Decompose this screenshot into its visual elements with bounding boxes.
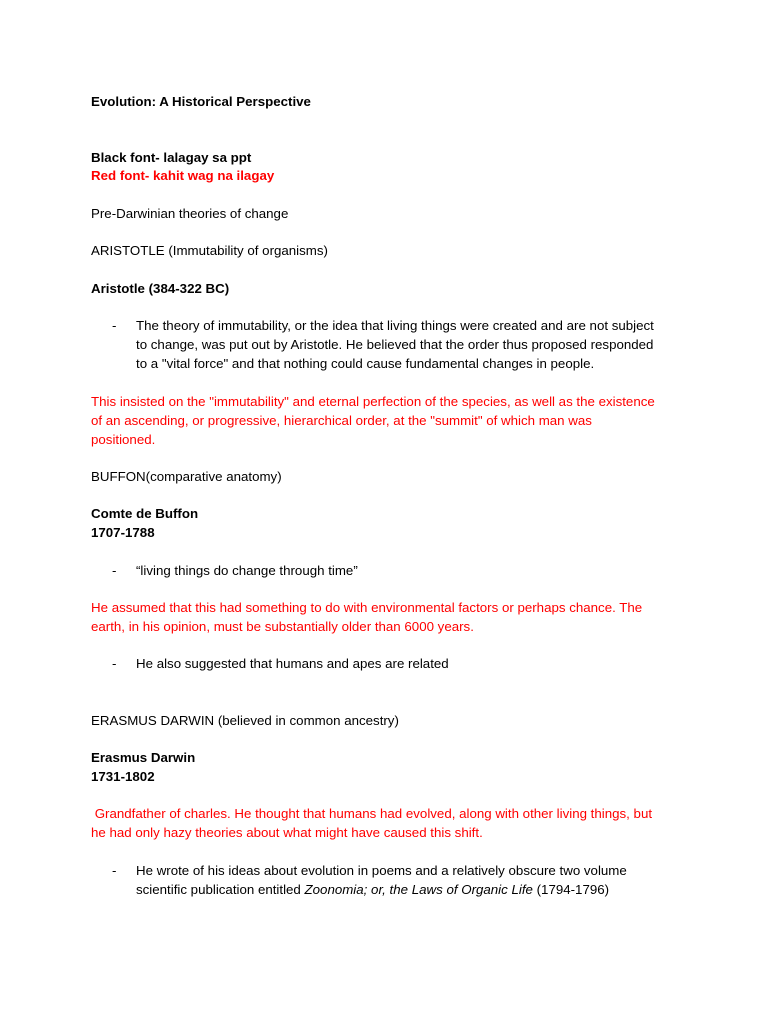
buffon-bullet-1: “living things do change through time” <box>136 563 358 578</box>
erasmus-bullet-line-2-prefix: scientific publication entitled <box>136 882 305 897</box>
aristotle-bullet-line-2: to change, was put out by Aristotle. He believed that the order thus proposed responded <box>136 337 654 352</box>
buffon-red-line-2: earth, in his opinion, must be substantially older than 6000 years. <box>91 619 474 634</box>
erasmus-bullet-dash: - <box>112 863 117 878</box>
erasmus-years: 1731-1802 <box>91 769 155 784</box>
aristotle-bullet-line-3: to a "vital force" and that nothing could cause fundamental changes in people. <box>136 356 595 371</box>
buffon-bullet-2-dash: - <box>112 656 117 671</box>
buffon-years: 1707-1788 <box>91 525 155 540</box>
document-title: Evolution: A Historical Perspective <box>91 94 311 109</box>
buffon-bullet-1-dash: - <box>112 563 117 578</box>
erasmus-section-heading: ERASMUS DARWIN (believed in common ancestry) <box>91 713 399 728</box>
zoonomia-book-title: Zoonomia; or, the Laws of Organic Life <box>304 882 533 897</box>
intro-text: Pre-Darwinian theories of change <box>91 206 289 221</box>
aristotle-section-heading: ARISTOTLE (Immutability of organisms) <box>91 243 328 258</box>
aristotle-name-heading: Aristotle (384-322 BC) <box>91 281 230 296</box>
buffon-name-heading: Comte de Buffon <box>91 506 199 521</box>
aristotle-red-line-2: of an ascending, or progressive, hierarchical order, at the "summit" of which man was <box>91 413 592 428</box>
buffon-section-heading: BUFFON(comparative anatomy) <box>91 469 282 484</box>
legend-red-font: Red font- kahit wag na ilagay <box>91 168 275 183</box>
buffon-red-line-1: He assumed that this had something to do with environmental factors or perhaps chance. The <box>91 600 643 615</box>
aristotle-bullet-line-1: The theory of immutability, or the idea that living things were created and are not subject <box>136 318 654 333</box>
aristotle-red-line-3: positioned. <box>91 432 156 447</box>
legend-black-font: Black font- lalagay sa ppt <box>91 150 252 165</box>
buffon-bullet-2: He also suggested that humans and apes are related <box>136 656 449 671</box>
erasmus-red-line-1: Grandfather of charles. He thought that humans had evolved, along with other living things, but <box>91 806 653 821</box>
erasmus-name-heading: Erasmus Darwin <box>91 750 196 765</box>
erasmus-bullet-line-1: He wrote of his ideas about evolution in poems and a relatively obscure two volume <box>136 863 627 878</box>
aristotle-bullet-dash: - <box>112 318 117 333</box>
aristotle-red-line-1: This insisted on the "immutability" and eternal perfection of the species, as well as the existence <box>91 394 655 409</box>
erasmus-red-line-2: he had only hazy theories about what might have caused this shift. <box>91 825 483 840</box>
erasmus-bullet-line-2-suffix: (1794-1796) <box>532 882 610 897</box>
erasmus-bullet-line-2 <box>136 880 609 899</box>
